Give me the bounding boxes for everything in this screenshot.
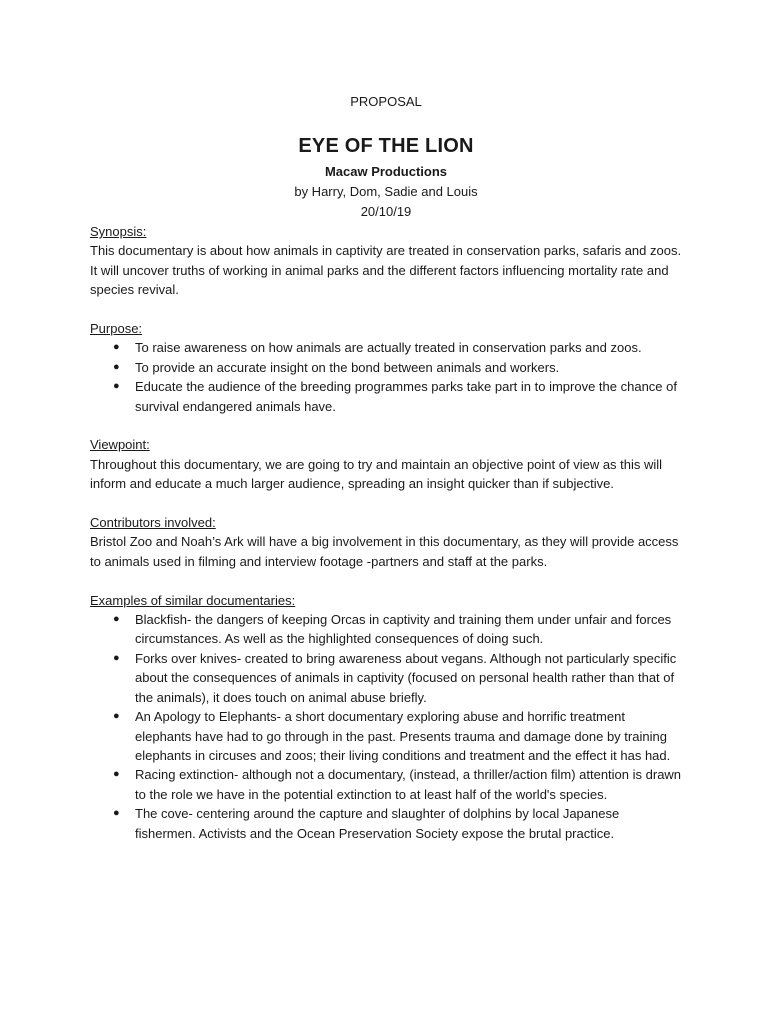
spacer (90, 571, 682, 590)
bullet-icon: ● (113, 768, 120, 781)
list-item-text: Educate the audience of the breeding programmes parks take part in to improve the chance of survival endangered animals have. (135, 379, 677, 414)
synopsis-section (90, 222, 682, 300)
viewpoint-text: Throughout this documentary, we are going to try and maintain an objective point of view as this will inform and educate a much larger audience, spreading an insight quicker than if subjective. (90, 456, 663, 492)
bullet-icon: ● (113, 341, 120, 354)
list-item-text: Forks over knives- created to bring awareness about vegans. Although not particularly specific about the consequences of animals in captivity (focused on personal health rather than that of the animals), it does touch on animal abuse briefly. (135, 650, 677, 705)
list-item (90, 649, 682, 707)
document-title: EYE OF THE LION (298, 135, 474, 157)
list-item-text: An Apology to Elephants- a short documentary exploring abuse and horrific treatment elephants have had to go through in the past. Presents trauma and damage done by training elephants in circuses and zoos; their living conditions and treatment and the effect it has had. (135, 709, 671, 763)
examples-heading: Examples of similar documentaries: (90, 592, 296, 608)
examples-list (90, 610, 682, 843)
bullet-icon: ● (113, 710, 120, 723)
synopsis-heading: Synopsis: (90, 224, 147, 239)
bullet-icon: ● (113, 360, 120, 373)
bullet-icon: ● (113, 651, 120, 664)
purpose-list (90, 338, 682, 416)
list-item (90, 610, 682, 649)
contributors-section (90, 513, 682, 571)
contributors-heading: Contributors involved: (90, 515, 216, 531)
list-item-text: To provide an accurate insight on the bond between animals and workers. (135, 359, 560, 375)
purpose-heading: Purpose: (90, 321, 143, 337)
list-item (90, 707, 682, 765)
purpose-section (90, 319, 682, 416)
authors-line: by Harry, Dom, Sadie and Louis (294, 184, 478, 199)
contributors-text: Bristol Zoo and Noah’s Ark will have a big involvement in this documentary, as they will provide access to animals used in filming and interview footage -partners and staff at the parks. (90, 534, 679, 569)
document-page (90, 92, 682, 843)
list-item (90, 804, 682, 843)
spacer (90, 494, 682, 513)
bullet-icon: ● (113, 807, 120, 820)
viewpoint-section (90, 435, 682, 493)
examples-section (90, 591, 682, 843)
bullet-icon: ● (113, 380, 120, 393)
spacer (90, 300, 682, 319)
list-item-text: The cove- centering around the capture and slaughter of dolphins by local Japanese fishermen. Activists and the Ocean Preservation Society expose the brutal practice. (135, 806, 620, 841)
viewpoint-heading: Viewpoint: (90, 437, 150, 453)
bullet-icon: ● (113, 613, 120, 626)
document-date: 20/10/19 (360, 204, 412, 219)
list-item (90, 765, 682, 804)
spacer (90, 416, 682, 435)
list-item-text: Racing extinction- although not a documentary, (instead, a thriller/action film) attention is drawn to the role we have in the potential extinction to at least half of the world's species. (135, 767, 682, 802)
document-kicker: PROPOSAL (350, 94, 422, 109)
company-name: Macaw Productions (324, 164, 448, 179)
list-item-text: Blackfish- the dangers of keeping Orcas in captivity and training them under unfair and forces circumstances. As well as the highlighted consequences of doing such. (135, 612, 672, 647)
list-item (90, 338, 682, 357)
list-item-text: To raise awareness on how animals are actually treated in conservation parks and zoos. (135, 340, 642, 356)
list-item (90, 358, 682, 377)
list-item (90, 377, 682, 416)
synopsis-text: This documentary is about how animals in captivity are treated in conservation parks, safaris and zoos. It will uncover truths of working in animal parks and the different factors influencing mortality rate and species revival. (90, 243, 682, 298)
